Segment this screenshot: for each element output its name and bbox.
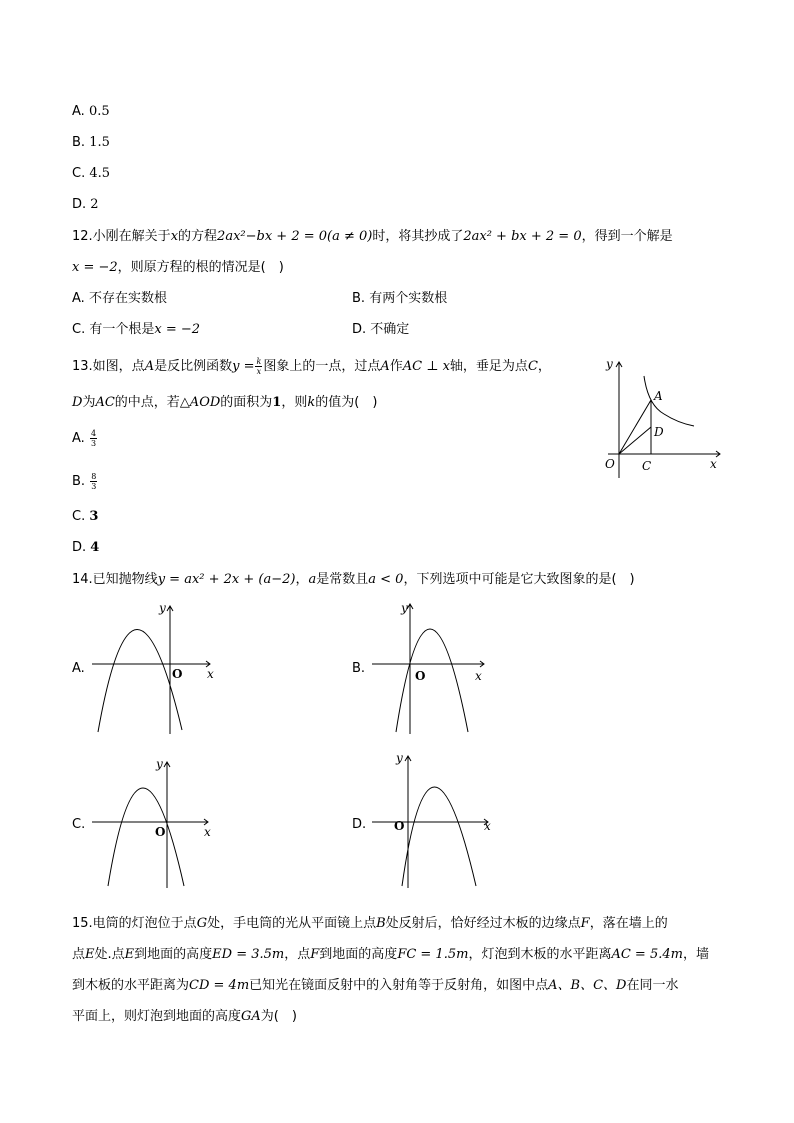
math: FC = 1.5m: [397, 947, 469, 962]
text: ，灯泡到木板的水平距离: [468, 947, 612, 962]
option-value: 1.5: [89, 135, 110, 150]
math: k: [307, 395, 316, 410]
math-equation: 2ax² + bx + 2 = 0: [463, 229, 582, 244]
text: 作: [389, 359, 403, 374]
text: 处.点: [94, 947, 125, 962]
q11-option-d[interactable]: [72, 196, 99, 214]
option-letter: C.: [72, 322, 86, 337]
option-letter: A.: [72, 291, 85, 306]
math: A: [380, 359, 390, 374]
math: E: [124, 947, 135, 962]
text: 的面积为: [220, 395, 273, 410]
text: ，落在墙上的: [589, 916, 668, 931]
option-letter: A.: [72, 431, 85, 446]
label-x: x: [204, 825, 211, 839]
math: AC = 5.4m: [611, 947, 683, 962]
denominator: 3: [91, 482, 97, 491]
math: GA: [241, 1009, 261, 1024]
graph-a[interactable]: [90, 598, 230, 738]
math: AC: [95, 395, 115, 410]
label-y: y: [156, 757, 163, 771]
graph-a-letter[interactable]: A.: [72, 661, 85, 676]
math: y =: [232, 359, 255, 374]
option-value: 4.5: [89, 166, 111, 181]
math: AC ⊥ x: [402, 359, 450, 374]
text: 已知光在镜面反射中的入射角等于反射角，如图中点: [249, 978, 549, 993]
text: 为: [82, 395, 96, 410]
label-y: y: [396, 751, 403, 765]
graph-d[interactable]: [370, 748, 510, 894]
q15-line1: [72, 915, 668, 933]
text: 13.如图，点: [72, 359, 145, 374]
label-c: C: [642, 459, 652, 473]
text: 图象上的一点，过点: [263, 359, 381, 374]
text: ，: [537, 359, 551, 374]
text: 平面上，则灯泡到地面的高度: [72, 1009, 242, 1024]
graph-c-letter[interactable]: C.: [72, 817, 86, 832]
numerator: 4: [90, 429, 97, 438]
q11-option-a[interactable]: [72, 103, 110, 121]
text: ，点: [284, 947, 311, 962]
label-o: O: [155, 825, 166, 839]
option-letter: C.: [72, 509, 86, 524]
q13-option-d[interactable]: [72, 539, 99, 557]
option-letter: B.: [352, 291, 366, 306]
q13-option-b[interactable]: [72, 472, 98, 491]
text: ，下列选项中可能是它大致图象的是( ): [403, 572, 635, 587]
math: △AOD: [179, 395, 221, 410]
math: x = −2: [154, 322, 201, 337]
q13-option-a[interactable]: [72, 429, 98, 448]
math: F: [580, 916, 590, 931]
label-o: O: [394, 819, 405, 833]
label-o: O: [415, 669, 426, 683]
option-letter: D.: [352, 322, 367, 337]
option-text: 有一个根是: [89, 322, 155, 337]
math-equation: y = ax² + 2x + (a−2): [157, 572, 296, 587]
option-letter: B.: [72, 474, 86, 489]
denominator: x: [256, 367, 262, 376]
segment-oa: [619, 400, 651, 454]
text: 为( ): [260, 1009, 297, 1024]
option-letter: A.: [72, 104, 85, 119]
text: 的值为( ): [315, 395, 378, 410]
math: D: [72, 395, 83, 410]
math: x: [170, 229, 179, 244]
math: G: [196, 916, 208, 931]
graph-c[interactable]: [90, 754, 230, 894]
math: a < 0: [368, 572, 404, 587]
label-y: y: [159, 601, 166, 615]
math: A: [144, 359, 155, 374]
math-equation: 2ax²−bx + 2 = 0(a ≠ 0): [217, 229, 373, 244]
text: 在同一水: [626, 978, 679, 993]
fraction-k-over-x: [255, 357, 262, 376]
label-x: x: [710, 457, 717, 471]
segment-od: [619, 427, 651, 454]
denominator: 3: [90, 439, 97, 448]
math: CD = 4m: [189, 978, 250, 993]
q12-stem-line1: [72, 228, 673, 246]
q15-line2: [72, 946, 709, 964]
text: 到地面的高度: [134, 947, 213, 962]
q13-option-c[interactable]: [72, 508, 98, 526]
text: ，得到一个解是: [581, 229, 673, 244]
option-letter: C.: [72, 166, 86, 181]
graph-b-letter[interactable]: B.: [352, 661, 366, 676]
label-o: O: [172, 667, 183, 681]
label-x: x: [475, 669, 482, 683]
label-y: y: [606, 357, 613, 371]
text: 到地面的高度: [319, 947, 398, 962]
text: ，则原方程的根的情况是( ): [117, 260, 284, 275]
math: F: [310, 947, 320, 962]
text: 的中点，若: [114, 395, 180, 410]
label-d: D: [654, 425, 664, 439]
q11-option-b[interactable]: [72, 134, 110, 152]
numerator: k: [256, 357, 262, 366]
text: 是反比例函数: [154, 359, 233, 374]
graph-d-letter[interactable]: D.: [352, 817, 367, 832]
q14-stem: [72, 571, 635, 589]
q12-option-a[interactable]: [72, 290, 167, 308]
text: ，: [295, 572, 309, 587]
text: 处反射后，恰好经过木板的边缘点: [385, 916, 581, 931]
q11-option-c[interactable]: [72, 165, 110, 183]
q15-line3: [72, 977, 678, 995]
text: ，则: [281, 395, 308, 410]
q13-figure: [588, 350, 728, 480]
text: 是常数且: [316, 572, 369, 587]
math: 1: [272, 395, 282, 410]
option-text: 不确定: [370, 322, 410, 337]
parabola: [98, 629, 182, 732]
label-y: y: [401, 601, 408, 615]
parabola: [402, 787, 476, 886]
text: 到木板的水平距离为: [72, 978, 190, 993]
q12-option-b[interactable]: [352, 290, 447, 308]
text: 的方程: [178, 229, 218, 244]
parabola: [108, 788, 184, 886]
math: ED = 3.5m: [212, 947, 285, 962]
text: 15.电筒的灯泡位于点: [72, 916, 197, 931]
option-text: 不存在实数根: [88, 291, 167, 306]
option-letter: D.: [72, 197, 87, 212]
label-a: A: [654, 389, 663, 403]
label-o: O: [605, 457, 615, 471]
text: 时，将其抄成了: [372, 229, 464, 244]
text: ，墙: [682, 947, 709, 962]
q12-option-d[interactable]: [352, 321, 409, 339]
option-letter: D.: [72, 540, 87, 555]
option-value: 2: [90, 197, 99, 212]
text: 处，手电筒的光从平面镜上点: [207, 916, 377, 931]
graph-b[interactable]: [370, 598, 510, 738]
q13-stem-line1: [72, 357, 551, 376]
label-x: x: [207, 667, 214, 681]
q15-line4: [72, 1008, 297, 1026]
option-value: 4: [90, 540, 100, 555]
math: A、B、C、D: [548, 978, 627, 993]
text: 点: [72, 947, 86, 962]
text: 14.已知抛物线: [72, 572, 158, 587]
math: E: [85, 947, 95, 962]
q12-stem-line2: [72, 259, 284, 277]
label-x: x: [484, 819, 491, 833]
math: C: [527, 359, 538, 374]
math: x = −2: [72, 260, 118, 275]
text: 轴，垂足为点: [449, 359, 528, 374]
text: 12.小刚在解关于: [72, 229, 171, 244]
option-letter: B.: [72, 135, 86, 150]
option-text: 有两个实数根: [369, 291, 448, 306]
fraction: [90, 472, 97, 491]
math: B: [376, 916, 386, 931]
math: a: [308, 572, 317, 587]
fraction: [90, 429, 97, 448]
parabola: [396, 629, 468, 732]
option-value: 0.5: [88, 104, 110, 119]
q12-option-c[interactable]: [72, 321, 200, 339]
option-value: 3: [89, 509, 99, 524]
numerator: 8: [91, 472, 97, 481]
q13-stem-line2: [72, 394, 377, 412]
